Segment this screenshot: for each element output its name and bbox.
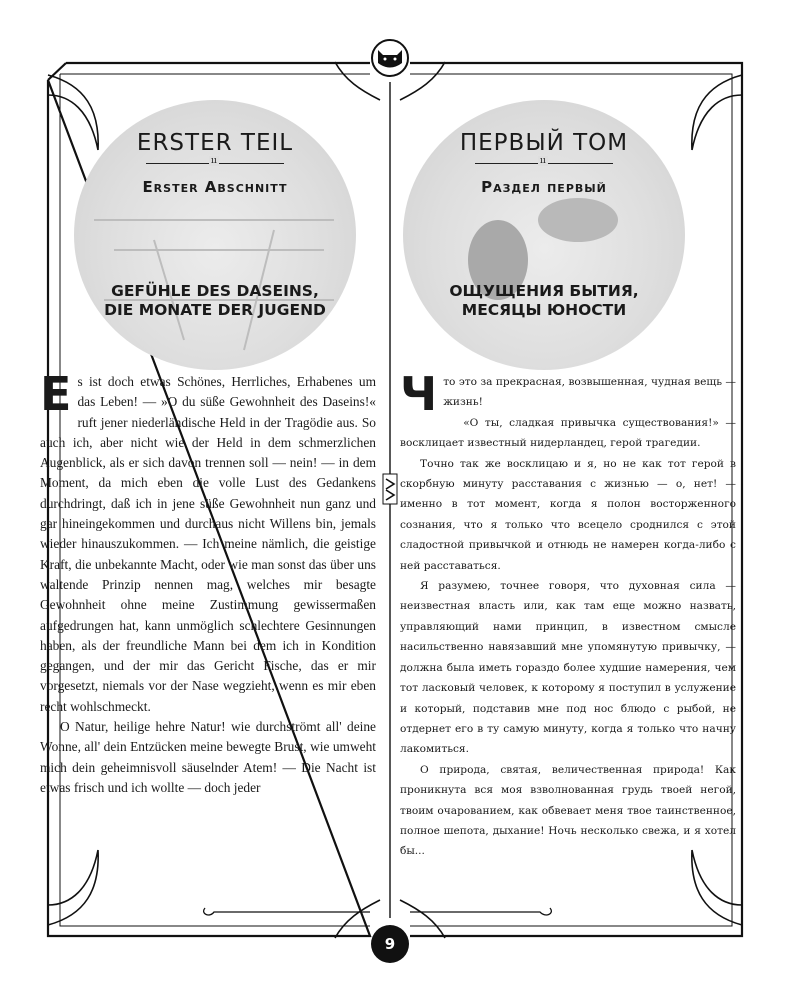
- drop-cap: E: [40, 367, 72, 421]
- chapter-title: ОЩУЩЕНИЯ БЫТИЯ, МЕСЯЦЫ ЮНОСТИ: [449, 282, 639, 319]
- left-chapter-medallion: [74, 100, 356, 370]
- part-title: ERSTER TEIL: [136, 130, 294, 156]
- paragraph: O Natur, heilige hehre Natur! wie durchströmt all' deine Wonne, all' dein Entzücken meine bewegte Brust, wie umweht mich dein geheimnisvoll säuselnder Atem! — Die Nacht ist etwas frisch und ich wollte — doch jeder: [40, 719, 376, 795]
- paragraph: Я разумею, точнее говоря, что духовная сила — неизвестная власть или, как там еще можно назвать, управляющий нами принцип, в известном смысле насильственно навязавший мне упомянутую привычку, — должна была иметь гораздо более худшие намерения, чем тот ласковый человек, к которому я поступил в услужение и который, подставив мне под нос блюдо с рыбой, не отдернет его в ту самую минуту, когда я только что начну лакомиться.: [400, 580, 736, 756]
- part-title: ПЕРВЫЙ ТОМ: [459, 130, 629, 156]
- divider-arrow-icon: [383, 474, 397, 504]
- right-chapter-medallion: [403, 100, 685, 370]
- cat-head-icon: [372, 40, 408, 76]
- drop-cap: Ч: [400, 367, 438, 421]
- paragraph: то это за прекрасная, возвышенная, чудная вещь — жизнь!: [443, 376, 736, 409]
- title-divider: [475, 163, 613, 164]
- german-text-column: [40, 367, 376, 798]
- page-number-badge: 9: [371, 925, 409, 963]
- section-title: Раздел первый: [481, 178, 607, 196]
- paragraph: О природа, святая, величественная природа! Как проникнута вся моя взволнованная грудь твоей негой, твоим очарованием, как обвевает меня твое таинственное, полное шепота, дыхание! Ночь несколько свежа, и я хотел бы...: [400, 763, 736, 858]
- scroll-flourish-icon: [204, 908, 552, 915]
- title-divider: [146, 163, 284, 164]
- section-title: Erster Abschnitt: [142, 178, 288, 196]
- paragraph: s ist doch etwas Schönes, Herrliches, Erhabenes um das Leben! — »O du süße Gewohnheit des Daseins!« ruft jener niederländische Held in der Tragödie aus. So auch ich, aber nicht wie der Held in dem schmerzlichen Augenblick, als er sich davon trennen soll — nein! — in dem Moment, da mich eben die volle Lust des Gedankens durchdringt, daß ich in jene süße Gewohnheit nun ganz und gar hineingekommen und durchaus nicht Willens bin, jemals wieder hinauszukommen. — Ich meine nämlich, die geistige Kraft, die unbekannte Macht, oder wie man sonst das über uns waltende Prinzip nennen mag, welches mir besagte Gewohnheit ohne meine Zustimmung gewissermaßen aufgedrungen hat, kann unmöglich schlechtere Gesinnungen haben, als der freundliche Mann bei dem ich in Kondition gegangen, und der mir das Gericht Fische, das er mir vorgesetzt, niemals vor der Nase wegzieht, wenn es mir eben recht wohlschmeckt.: [40, 374, 376, 714]
- paragraph: «О ты, сладкая привычка существования!» — восклицает известный нидерландец, герой трагедии.: [400, 416, 736, 450]
- russian-text-column: [400, 367, 736, 862]
- chapter-title: GEFÜHLE DES DASEINS, DIE MONATE DER JUGEND: [104, 282, 326, 319]
- paragraph: Точно так же восклицаю и я, но не как тот герой в скорбную минуту расставания с жизнью — о, нет! — именно в тот момент, когда я полон восторженного сознания, что я только что всецело сроднился с этой сладостной привычкой и отнюдь не намерен когда-либо с ней расставаться.: [400, 457, 736, 572]
